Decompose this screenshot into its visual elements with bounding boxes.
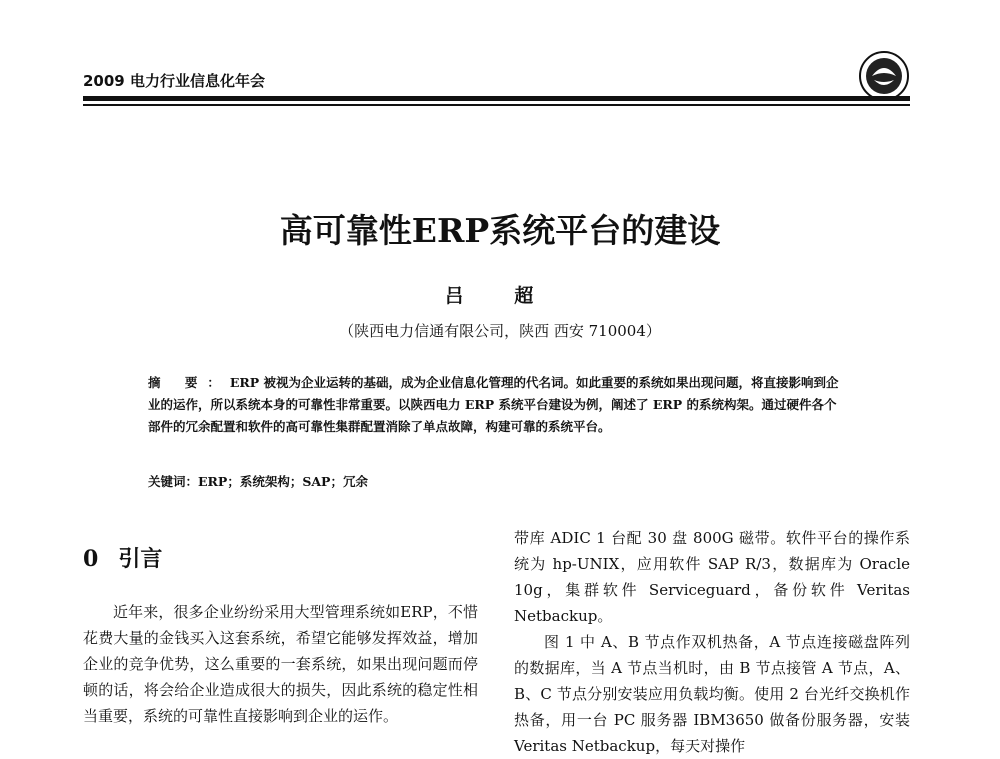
paper-author: 吕 超 <box>444 285 556 307</box>
paper-title: 高可靠性ERP系统平台的建设 <box>279 211 721 250</box>
keywords-text: ERP；系统架构；SAP；冗余 <box>198 474 368 489</box>
conference-header: 2009 电力行业信息化年会 <box>83 72 265 90</box>
right-column <box>514 525 910 759</box>
left-paragraph-1: 近年来，很多企业纷纷采用大型管理系统如ERP，不惜花费大量的金钱买入这套系统，希望它能够发挥效益，增加企业的竞争优势，这么重要的一套系统，如果出现问题而停顿的话，将会给企业造成很大的损失，因此系统的稳定性相当重要，系统的可靠性直接影响到企业的运作。 <box>83 603 478 725</box>
keywords-block <box>148 472 848 490</box>
right-paragraph-2: 图 1 中 A、B 节点作双机热备，A 节点连接磁盘阵列的数据库，当 A 节点当机时，由 B 节点接管 A 节点，A、B、C 节点分别安装应用负载均衡。使用 2 台光纤交换机作热备，用一台 PC 服务器 IBM3650 做备份服务器，安装 Veritas Netbackup，每天对操作 <box>514 633 910 755</box>
abstract-label: 摘 要： <box>148 375 230 390</box>
section-heading <box>83 542 162 573</box>
header-rule-thin <box>83 104 910 106</box>
paper-affiliation: （陕西电力信通有限公司，陕西 西安 710004） <box>339 322 661 340</box>
keywords-label: 关键词： <box>148 474 199 489</box>
left-column <box>83 599 478 729</box>
section-number: 0 <box>83 546 99 572</box>
right-paragraph-1: 带库 ADIC 1 台配 30 盘 800G 磁带。软件平台的操作系统为 hp-UNIX，应用软件 SAP R/3，数据库为 Oracle 10g，集群软件 Serviceguard，备份软件 Veritas Netbackup。 <box>514 529 910 625</box>
section-title: 引言 <box>118 546 163 572</box>
conference-logo-icon <box>858 50 910 102</box>
abstract-text: ERP 被视为企业运转的基础，成为企业信息化管理的代名词。如此重要的系统如果出现问题，将直接影响到企业的运作，所以系统本身的可靠性非常重要。以陕西电力 ERP 系统平台建设为例，阐述了 ERP 的系统构架。通过硬件各个部件的冗余配置和软件的高可靠性集群配置消除了单点故障，构建可靠的系统平台。 <box>148 375 839 434</box>
abstract-block <box>148 372 848 438</box>
header-rule-thick <box>83 96 910 101</box>
